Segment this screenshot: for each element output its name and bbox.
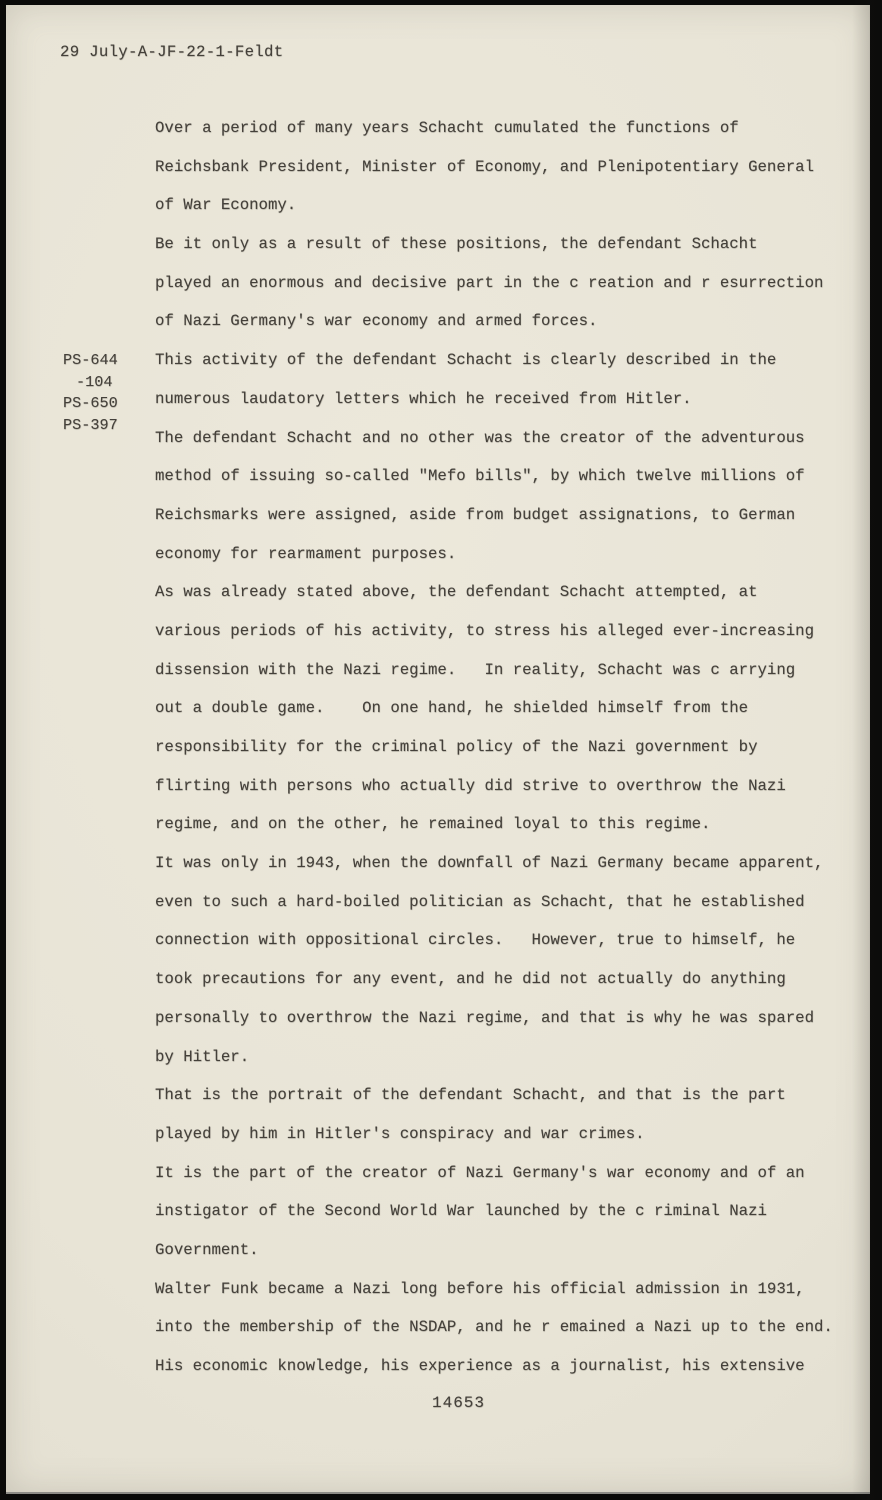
- text-line: out a double game. On one hand, he shielded himself from the: [155, 699, 749, 718]
- margin-note: PS-644: [63, 351, 118, 369]
- text-line: personally to overthrow the Nazi regime, and that is why he was spared: [155, 1008, 814, 1027]
- page-number: 14653: [432, 1394, 486, 1412]
- text-line: various periods of his activity, to stress his alleged ever-increasing: [155, 621, 814, 640]
- text-line: It was only in 1943, when the downfall of Nazi Germany became apparent,: [155, 854, 824, 873]
- text-line: It is the part of the creator of Nazi Germany's war economy and of an: [155, 1163, 805, 1182]
- margin-note: -104: [76, 372, 113, 391]
- text-line: Reichsmarks were assigned, aside from budget assignations, to German: [155, 505, 796, 524]
- text-line: dissension with the Nazi regime. In reality, Schacht was c arrying: [155, 660, 796, 679]
- text-line: connection with oppositional circles. However, true to himself, he: [155, 931, 796, 950]
- text-line: of Nazi Germany's war economy and armed forces.: [155, 312, 598, 331]
- text-line: instigator of the Second World War launched by the c riminal Nazi: [155, 1202, 767, 1221]
- text-line: That is the portrait of the defendant Schacht, and that is the part: [155, 1086, 786, 1105]
- text-line: Be it only as a result of these positions, the defendant Schacht: [155, 235, 758, 254]
- paper-sheet: [6, 5, 870, 1492]
- margin-note: PS-650: [63, 394, 118, 412]
- text-line: took precautions for any event, and he did not actually do anything: [155, 970, 786, 989]
- text-line: played by him in Hitler's conspiracy and war crimes.: [155, 1124, 645, 1143]
- text-line: The defendant Schacht and no other was the creator of the adventurous: [155, 428, 805, 447]
- text-line: flirting with persons who actually did strive to overthrow the Nazi: [155, 776, 786, 795]
- document-header: 29 July-A-JF-22-1-Feldt: [60, 43, 284, 61]
- text-line: into the membership of the NSDAP, and he r emained a Nazi up to the end.: [155, 1318, 833, 1337]
- text-line: method of issuing so-called "Mefo bills", by which twelve millions of: [155, 467, 805, 486]
- margin-notes: [63, 350, 118, 436]
- text-line: regime, and on the other, he remained loyal to this regime.: [155, 815, 711, 834]
- text-line: This activity of the defendant Schacht is clearly described in the: [155, 351, 777, 370]
- margin-note: PS-397: [63, 415, 118, 434]
- text-line: numerous laudatory letters which he received from Hitler.: [155, 389, 692, 408]
- text-line: responsibility for the criminal policy of the Nazi government by: [155, 738, 758, 756]
- text-line: even to such a hard-boiled politician as Schacht, that he established: [155, 892, 805, 911]
- text-line: Government.: [155, 1240, 259, 1259]
- document-body: [155, 109, 833, 1386]
- text-line: As was already stated above, the defendant Schacht attempted, at: [155, 583, 758, 602]
- text-line: of War Economy.: [155, 196, 297, 215]
- text-line: His economic knowledge, his experience as a journalist, his extensive: [155, 1357, 805, 1375]
- text-line: Walter Funk became a Nazi long before his official admission in 1931,: [155, 1279, 805, 1298]
- text-line: by Hitler.: [155, 1047, 250, 1066]
- text-line: played an enormous and decisive part in the c reation and r esurrection: [155, 273, 824, 292]
- text-line: Reichsbank President, Minister of Economy, and Plenipotentiary General: [155, 157, 814, 176]
- text-line: economy for rearmament purposes.: [155, 544, 457, 563]
- text-line: Over a period of many years Schacht cumulated the functions of: [155, 119, 739, 137]
